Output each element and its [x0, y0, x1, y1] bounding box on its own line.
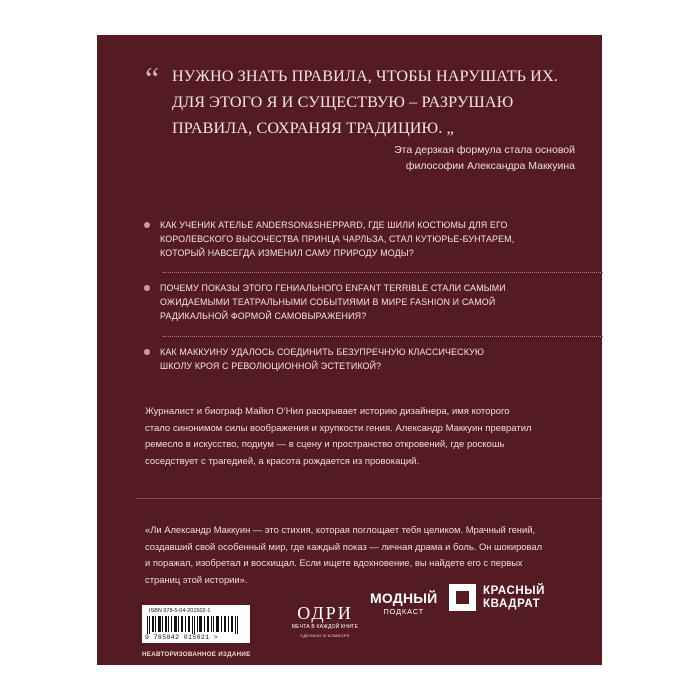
bullet-dot-icon	[144, 349, 150, 355]
question-line: РАДИКАЛЬНОЙ ФОРМОЙ САМОВЫРАЖЕНИЯ?	[160, 311, 367, 322]
kvadrat-line: КВАДРАТ	[483, 597, 541, 610]
quote-caption	[394, 142, 575, 174]
barcode-bars	[147, 616, 245, 634]
modny-podcast-logo	[370, 590, 437, 618]
question-item	[141, 345, 581, 373]
edition-note: НЕАВТОРИЗОВАННОЕ ИЗДАНИЕ	[142, 651, 251, 658]
book-description	[145, 404, 585, 470]
description-line: Журналист и биограф Майкл О’Нил раскрывает историю дизайнера, имя которого	[145, 406, 510, 417]
question-item	[141, 218, 581, 261]
section-divider	[136, 498, 602, 499]
review-line: и поражал, изобретал и восхищал. Если ищете вдохновение, вы найдете его с первых	[145, 557, 523, 568]
caption-line: философии Александра Маккуина	[405, 160, 575, 172]
isbn-barcode	[142, 605, 250, 643]
odri-logo-subline: СДЕЛАНО В БОМБОРЕ	[300, 633, 350, 638]
dotted-divider	[163, 336, 603, 337]
review-line: страниц этой истории».	[145, 573, 248, 585]
bullet-dot-icon	[144, 285, 150, 291]
quote-line: ПРАВИЛА, СОХРАНЯЯ ТРАДИЦИЮ. „	[172, 119, 454, 137]
podcast-logo-title: МОДНЫЙ	[370, 590, 438, 606]
question-line: ПОЧЕМУ ПОКАЗЫ ЭТОГО ГЕНИАЛЬНОГО ENFANT TERRIBLE СТАЛИ САМЫМИ	[160, 283, 506, 293]
review-line: «Ли Александр Маккуин — это стихия, которая поглощает тебя целиком. Мрачный гений,	[145, 524, 536, 535]
question-item	[141, 281, 581, 324]
quote-open-mark: “	[145, 60, 160, 96]
question-list	[141, 218, 581, 261]
square-logo-icon	[449, 584, 476, 611]
question-line: КОРОЛЕВСКОГО ВЫСОЧЕСТВА ПРИНЦА ЧАРЛЬЗА, СТАЛ КУТЮРЬЕ-БУНТАРЕМ,	[160, 234, 515, 245]
dotted-divider	[163, 272, 603, 273]
review-line: создавший свой особенный мир, где каждый показ — личная драма и боль. Он шокировал	[145, 540, 543, 552]
question-line: ОЖИДАЕМЫМИ ТЕАТРАЛЬНЫМИ СОБЫТИЯМИ В МИРЕ FASHION И САМОЙ	[160, 297, 496, 308]
question-line: КАК МАККУИНУ УДАЛОСЬ СОЕДИНИТЬ БЕЗУПРЕЧНУЮ КЛАССИЧЕСКУЮ	[160, 347, 485, 357]
question-line: ШКОЛУ КРОЯ С РЕВОЛЮЦИОННОЙ ЭСТЕТИКОЙ?	[160, 361, 382, 372]
review-quote	[145, 522, 585, 588]
kvadrat-line: КРАСНЫЙ	[483, 585, 546, 597]
isbn-number: ISBN 978-5-04-201502-1	[149, 608, 211, 614]
description-line: ремесло в искусство, подиум — в сцену и пространство откровений, где роскошь	[145, 439, 505, 450]
odri-logo-slogan: МЕЧТА В КАЖДОЙ КНИГЕ	[291, 624, 359, 630]
question-line: КАК УЧЕНИК АТЕЛЬЕ ANDERSON&SHEPPARD, ГДЕ ШИЛИ КОСТЮМЫ ДЛЯ ЕГО	[160, 220, 508, 230]
odri-publisher-logo	[275, 603, 375, 640]
description-line: соседствует с трагедией, а красота рождается из провокаций.	[145, 455, 420, 467]
bullet-dot-icon	[144, 222, 150, 228]
podcast-logo-subtitle: ПОДКАСТ	[383, 607, 425, 616]
caption-line: Эта дерзкая формула стала основой	[394, 144, 575, 156]
description-line: стало синонимом силы воображения и хрупкости гения. Александр Маккуин превратил	[145, 422, 532, 434]
question-line: КОТОРЫЙ НАВСЕГДА ИЗМЕНИЛ САМУ ПРИРОДУ МОДЫ?	[160, 248, 414, 259]
barcode-digits: 9 785042 015021 >	[145, 634, 219, 641]
odri-logo-name: ОДРИ	[297, 603, 353, 623]
book-back-cover	[97, 35, 602, 665]
epigraph-quote	[172, 63, 592, 141]
question-list	[141, 281, 581, 324]
question-list	[141, 345, 581, 373]
quote-line: ДЛЯ ЭТОГО Я И СУЩЕСТВУЮ – РАЗРУШАЮ	[172, 93, 514, 111]
quote-line: НУЖНО ЗНАТЬ ПРАВИЛА, ЧТОБЫ НАРУШАТЬ ИХ.	[172, 67, 558, 85]
kvadrat-logo-text	[483, 585, 545, 610]
